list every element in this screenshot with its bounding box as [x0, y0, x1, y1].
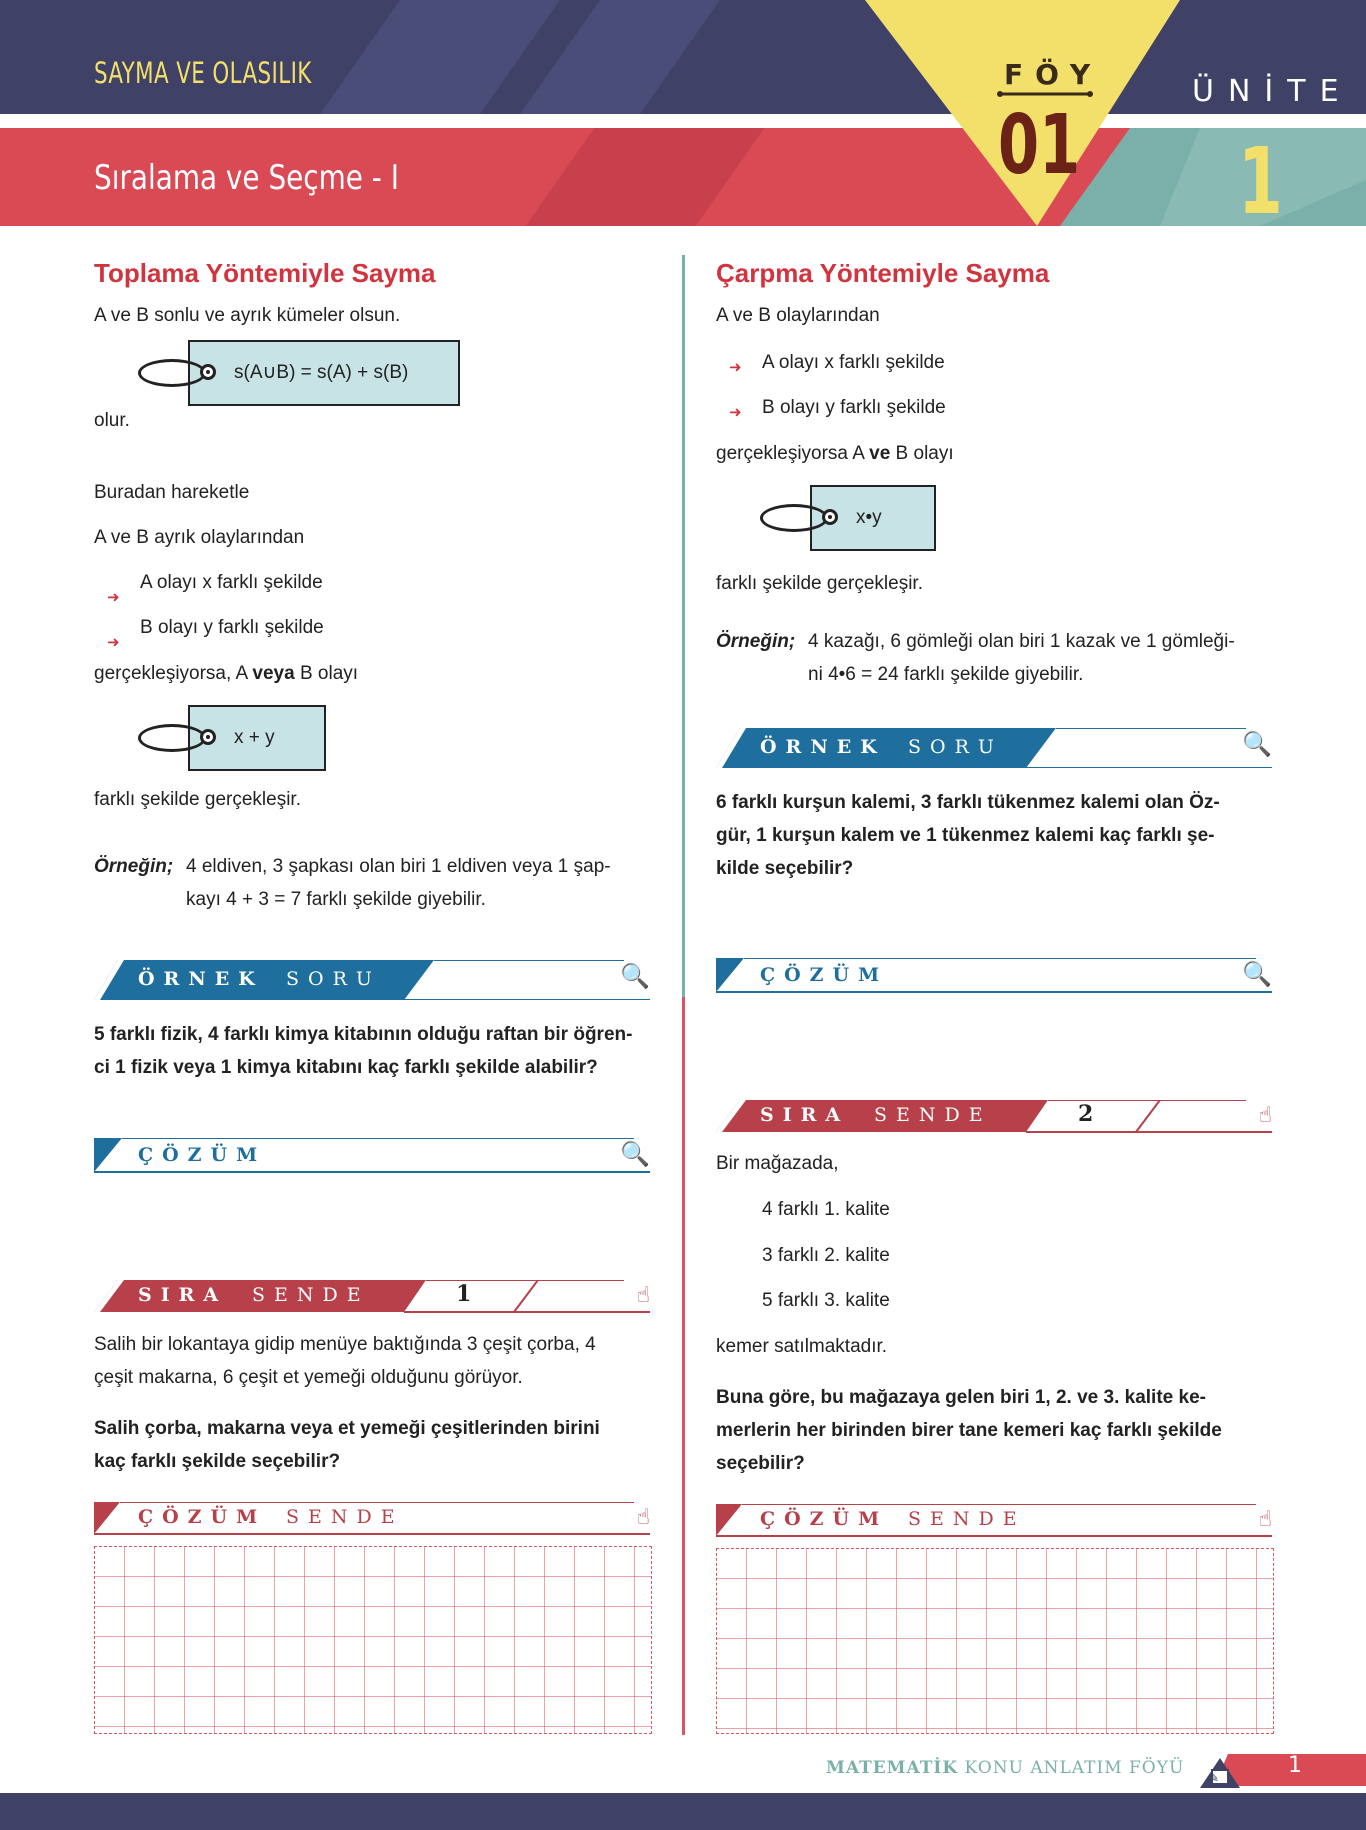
ornek-soru-banner-right [716, 728, 1272, 768]
cozum-banner-right [716, 958, 1272, 998]
left-sira-question-2: kaç farklı şekilde seçebilir? [94, 1451, 341, 1472]
sira-number: 2 [1078, 1101, 1103, 1127]
text-part: gerçekleşiyorsa A [716, 443, 870, 464]
cozum-sende-banner-left [94, 1502, 650, 1542]
footer-brand-bold: MATEMATİK [826, 1758, 959, 1778]
answer-grid-left[interactable] [94, 1546, 652, 1734]
banner-label-cozum: ÇÖZÜM [138, 1506, 267, 1528]
footer-page-tab [1180, 1748, 1366, 1794]
right-sira-question-3: seçebilir? [716, 1453, 805, 1474]
tag-hole [200, 729, 216, 745]
foy-number: 01 [998, 98, 1081, 193]
banner-label-sende: SENDE [286, 1506, 404, 1528]
right-ornegin-label: Örneğin; [716, 631, 796, 652]
left-ornek-question-1: 5 farklı fizik, 4 farklı kimya kitabının olduğu raftan bir öğren- [94, 1024, 633, 1045]
foy-rule-dot [997, 91, 1003, 97]
banner-label-ornek: ÖRNEK [138, 968, 264, 990]
footer-brand-rest: KONU ANLATIM FÖYÜ [958, 1758, 1185, 1778]
right-sira-item-1: 4 farklı 1. kalite [762, 1199, 890, 1220]
banner-label-cozum: ÇÖZÜM [760, 964, 889, 986]
right-ornek-question-1: 6 farklı kurşun kalemi, 3 farklı tükenmez kalemi olan Öz- [716, 792, 1220, 813]
tag-hole [200, 364, 216, 380]
banner-label-sende: SENDE [908, 1508, 1026, 1530]
foy-rule-dot [1087, 91, 1093, 97]
magnifier-check-icon: 🔍 [1242, 961, 1272, 988]
formula-sum: x + y [234, 727, 275, 748]
left-bullet-1: A olayı x farklı şekilde [140, 572, 323, 593]
hand-pointer-icon: ☝ [636, 1504, 650, 1529]
foy-label: FÖY [1004, 58, 1103, 91]
tag-string [760, 504, 828, 532]
text-part: gerçekleşiyorsa, A [94, 663, 253, 684]
sira-sende-banner-right [716, 1100, 1272, 1140]
cozum-banner-left [94, 1138, 650, 1178]
hand-pointer-icon: ☝ [1258, 1102, 1272, 1127]
bullet-arrow-icon: ➜ [729, 359, 742, 376]
formula-union: s(A∪B) = s(A) + s(B) [234, 362, 409, 383]
right-ornegin-line1: 4 kazağı, 6 gömleği olan biri 1 kazak ve 1 gömleği- [808, 631, 1235, 652]
hand-pointer-icon: ☝ [1258, 1506, 1272, 1531]
text-part: B olayı [294, 663, 359, 684]
right-sira-text-0: Bir mağazada, [716, 1153, 839, 1174]
right-bullet-1: A olayı x farklı şekilde [762, 352, 945, 373]
left-bullet-2: B olayı y farklı şekilde [140, 617, 324, 638]
right-sira-text-end: kemer satılmaktadır. [716, 1336, 888, 1357]
hand-pointer-icon: ☝ [636, 1282, 650, 1307]
banner-label-sende: SENDE [252, 1284, 370, 1306]
topic-title: Sıralama ve Seçme - I [94, 158, 399, 198]
sira-number: 1 [456, 1281, 481, 1307]
magnifier-check-icon: 🔍 [620, 1141, 650, 1168]
banner-label-sira: SIRA [760, 1104, 850, 1126]
banner-label-ornek: ÖRNEK [760, 736, 886, 758]
right-sira-question-2: merlerin her birinden birer tane kemeri kaç farklı şekilde [716, 1420, 1222, 1441]
left-ornegin-line1: 4 eldiven, 3 şapkası olan biri 1 eldiven veya 1 şap- [186, 856, 611, 877]
section-title-carpma: Çarpma Yöntemiyle Sayma [716, 258, 1050, 288]
banner-label-sira: SIRA [138, 1284, 228, 1306]
tag-string [138, 724, 206, 752]
left-buradan: Buradan hareketle [94, 482, 250, 503]
formula-tag-product [810, 485, 936, 551]
formula-product: x•y [856, 507, 882, 528]
banner-label-soru: SORU [286, 968, 381, 990]
left-olur: olur. [94, 410, 130, 431]
right-ornek-question-2: gür, 1 kurşun kalem ve 1 tükenmez kalemi kaç farklı şe- [716, 825, 1215, 846]
column-divider-bottom [682, 997, 685, 1735]
subject-title: SAYMA VE OLASILIK [94, 56, 312, 90]
cozum-sende-banner-right [716, 1504, 1272, 1544]
right-sira-question-1: Buna göre, bu mağazaya gelen biri 1, 2. ve 3. kalite ke- [716, 1387, 1206, 1408]
right-sira-item-3: 5 farklı 3. kalite [762, 1290, 890, 1311]
left-intro: A ve B sonlu ve ayrık kümeler olsun. [94, 305, 401, 326]
unite-number: 1 [1238, 128, 1283, 235]
ornek-soru-banner-left [94, 960, 650, 1000]
magnifier-plus-icon: 🔍 [620, 963, 650, 990]
magnifier-plus-icon: 🔍 [1242, 731, 1272, 758]
right-intro: A ve B olaylarından [716, 305, 880, 326]
page-number: 1 [1288, 1753, 1302, 1778]
left-gerceklesiyorsa [94, 658, 358, 690]
text-bold-veya: veya [252, 663, 295, 684]
text-part: B olayı [890, 443, 954, 464]
left-ayrik: A ve B ayrık olaylarından [94, 527, 305, 548]
banner-label-cozum: ÇÖZÜM [138, 1144, 267, 1166]
right-sira-item-2: 3 farklı 2. kalite [762, 1245, 890, 1266]
notebook-icon: ✎ [1209, 1771, 1220, 1785]
right-ornegin-line2: ni 4•6 = 24 farklı şekilde giyebilir. [808, 664, 1084, 685]
text-bold-ve: ve [869, 443, 891, 464]
section-title-toplama: Toplama Yöntemiyle Sayma [94, 258, 436, 288]
bullet-arrow-icon: ➜ [107, 589, 120, 606]
left-sira-question-1: Salih çorba, makarna veya et yemeği çeşitlerinden birini [94, 1418, 600, 1439]
right-ornek-question-3: kilde seçebilir? [716, 858, 854, 879]
formula-tag-union [188, 340, 460, 406]
bullet-arrow-icon: ➜ [729, 404, 742, 421]
banner-label-soru: SORU [908, 736, 1003, 758]
formula-tag-sum [188, 705, 326, 771]
left-sira-text-2: çeşit makarna, 6 çeşit et yemeği olduğunu görüyor. [94, 1367, 523, 1388]
footer-brand [826, 1758, 1184, 1778]
bullet-arrow-icon: ➜ [107, 634, 120, 651]
right-farkli: farklı şekilde gerçekleşir. [716, 573, 923, 594]
unite-label: ÜNİTE [1192, 74, 1353, 109]
left-farkli: farklı şekilde gerçekleşir. [94, 789, 301, 810]
right-bullet-2: B olayı y farklı şekilde [762, 397, 946, 418]
banner-label-cozum: ÇÖZÜM [760, 1508, 889, 1530]
left-ornegin-label: Örneğin; [94, 856, 174, 877]
banner-label-sende: SENDE [874, 1104, 992, 1126]
answer-grid-right[interactable] [716, 1548, 1274, 1734]
right-gerceklesiyorsa [716, 438, 954, 470]
left-sira-text-1: Salih bir lokantaya gidip menüye baktığında 3 çeşit çorba, 4 [94, 1334, 596, 1355]
column-divider-top [682, 255, 685, 997]
left-ornek-question-2: ci 1 fizik veya 1 kimya kitabını kaç farklı şekilde alabilir? [94, 1057, 598, 1078]
tag-hole [822, 509, 838, 525]
footer-band [0, 1793, 1366, 1830]
tag-string [138, 359, 206, 387]
left-ornegin-line2: kayı 4 + 3 = 7 farklı şekilde giyebilir. [186, 889, 486, 910]
sira-sende-banner-left [94, 1280, 650, 1320]
